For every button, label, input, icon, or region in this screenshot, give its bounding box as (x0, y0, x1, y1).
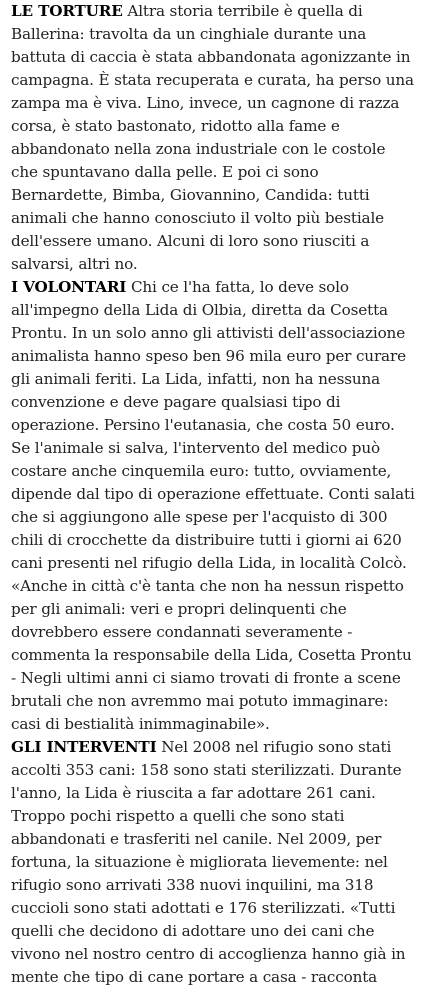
paragraph-text-gli-interventi: Nel 2008 nel rifugio sono stati accolti 353 cani: 158 sono stati sterilizzati. Durante l'anno, la Lida è riuscita a far adottare 261 cani. Troppo pochi rispetto a quelli che sono stati abbandonati e trasferiti nel canile. Nel 2009, per fortuna, la situazione è migliorata lievemente: nel rifugio sono arrivati 338 nuovi inquilini, ma 318 cuccioli sono stati adottati e 176 sterilizzati. «Tutti quelli che decidono di adottare uno dei cani che vivono nel nostro centro di accoglienza hanno già in mente che tipo di cane portare a casa - racconta (11, 738, 406, 986)
paragraph-text-i-volontari: Chi ce l'ha fatta, lo deve solo all'impegno della Lida di Olbia, diretta da Cosetta Prontu. In un solo anno gli attivisti dell'associazione animalista hanno speso ben 96 mila euro per curare gli animali feriti. La Lida, infatti, non ha nessuna convenzione e deve pagare qualsiasi tipo di operazione. Persino l'eutanasia, che costa 50 euro. Se l'animale si salva, l'intervento del medico può costare anche cinquemila euro: tutto, ovviamente, dipende dal tipo di operazione effettuate. Conti salati che si aggiungono alle spese per l'acquisto di 300 chili di crocchette da distribuire tutti i giorni ai 620 cani presenti nel rifugio della Lida, in località Colcò. «Anche in città c'è tanta che non ha nessun rispetto per gli animali: veri e propri delinquenti che dovrebbero essere condannati severamente - commenta la responsabile della Lida, Cosetta Prontu - Negli ultimi anni ci siamo trovati di fronte a scene brutali che non avremmo mai potuto immaginare: casi di bestialità inimmaginabile». (11, 278, 415, 733)
paragraph-le-torture (11, 0, 415, 276)
section-heading-le-torture: LE TORTURE (11, 2, 123, 20)
section-heading-gli-interventi: GLI INTERVENTI (11, 738, 157, 756)
paragraph-gli-interventi (11, 736, 415, 989)
section-heading-i-volontari: I VOLONTARI (11, 278, 127, 296)
paragraph-text-le-torture: Altra storia terribile è quella di Ballerina: travolta da un cinghiale durante una battuta di caccia è stata abbandonata agonizzante in campagna. È stata recuperata e curata, ha perso una zampa ma è viva. Lino, invece, un cagnone di razza corsa, è stato bastonato, ridotto alla fame e abbandonato nella zona industriale con le costole che spuntavano dalla pelle. E poi ci sono Bernardette, Bimba, Giovannino, Candida: tutti animali che hanno conosciuto il volto più bestiale dell'essere umano. Alcuni di loro sono riusciti a salvarsi, altri no. (11, 2, 414, 273)
paragraph-i-volontari (11, 276, 415, 736)
